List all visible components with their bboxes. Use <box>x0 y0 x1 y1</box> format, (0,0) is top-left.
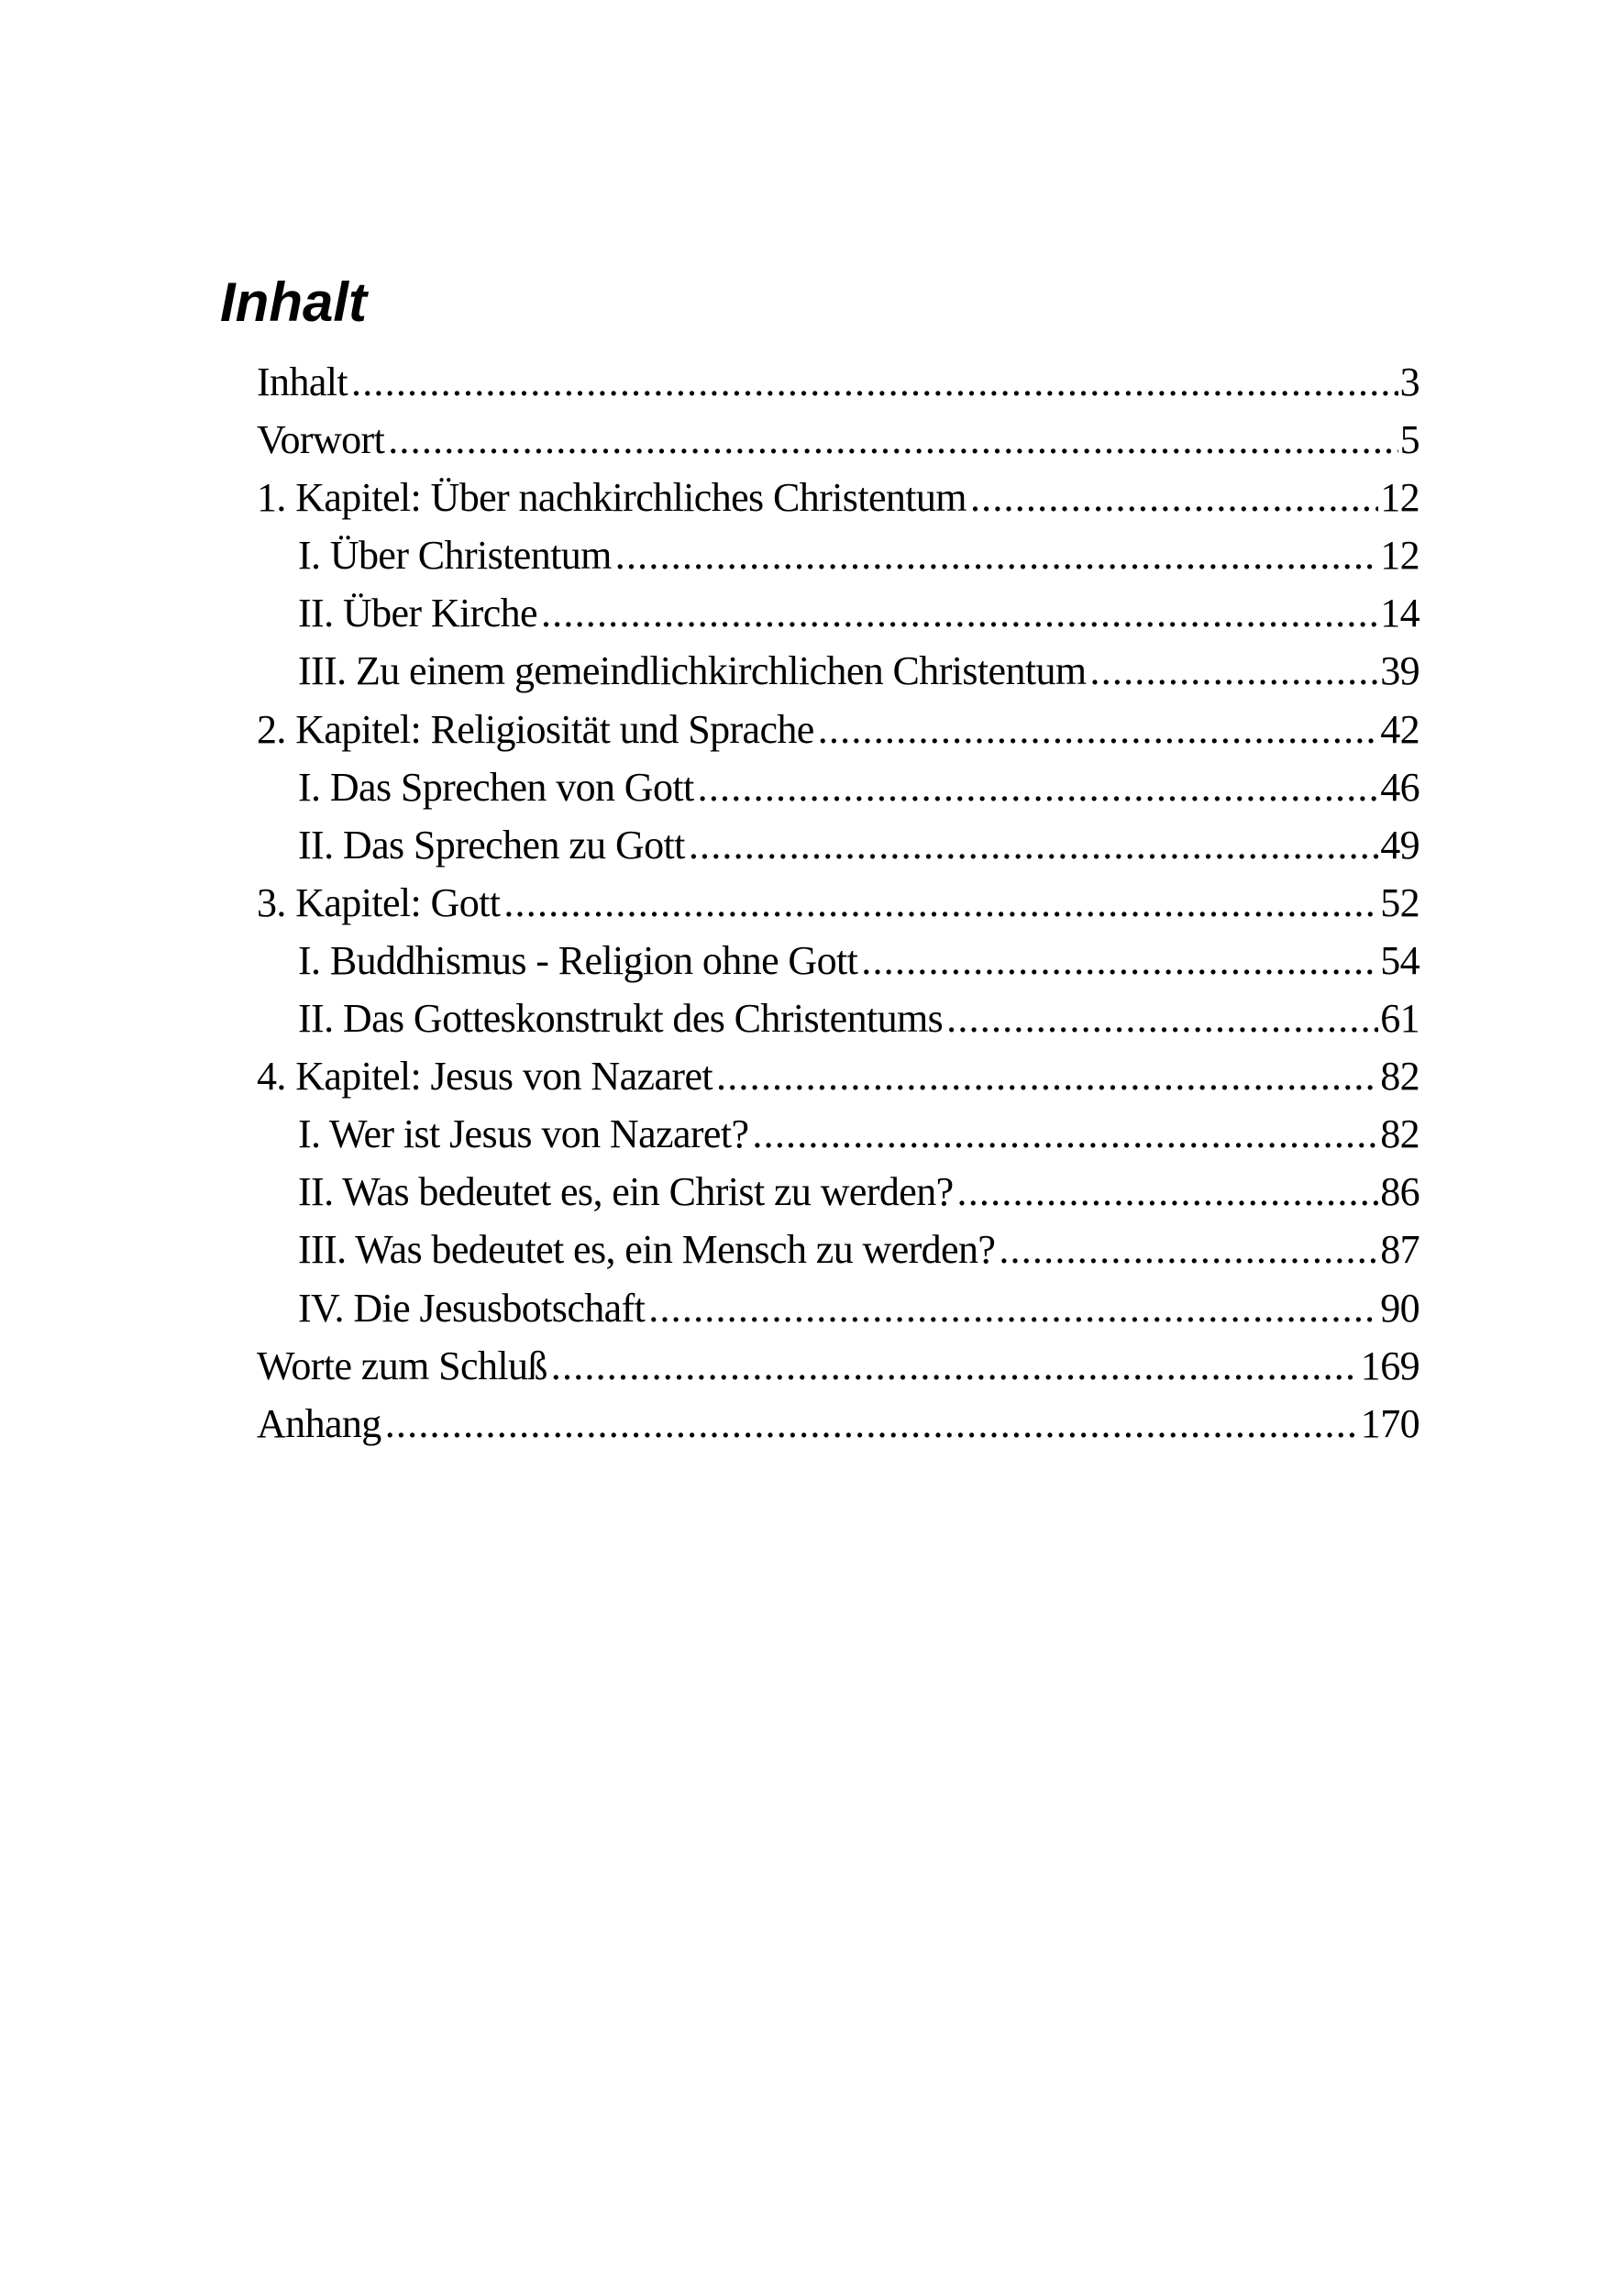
toc-entry[interactable] <box>257 1395 1420 1453</box>
dot-leader <box>946 989 1378 1047</box>
toc-entry[interactable] <box>257 816 1420 874</box>
toc-entry-title: I. Buddhismus - Religion ohne Gott <box>298 937 858 983</box>
toc-entry[interactable] <box>257 469 1420 526</box>
dot-leader <box>999 1221 1378 1278</box>
dot-leader <box>351 353 1398 411</box>
dot-leader <box>861 932 1378 989</box>
toc-entry-title: II. Was bedeutet es, ein Christ zu werden? <box>298 1169 954 1215</box>
toc-entry[interactable] <box>257 1105 1420 1163</box>
toc-entry-title: 4. Kapitel: Jesus von Nazaret <box>257 1054 713 1100</box>
dot-leader <box>541 584 1378 642</box>
toc-entry-page: 61 <box>1380 996 1420 1042</box>
toc-entry-page: 54 <box>1380 937 1420 983</box>
toc-entry-title: III. Was bedeutet es, ein Mensch zu werden? <box>298 1227 996 1273</box>
toc-entry-page: 87 <box>1380 1227 1420 1273</box>
toc-entry-page: 3 <box>1399 359 1420 404</box>
toc-entry[interactable] <box>257 353 1420 411</box>
toc-entry[interactable] <box>257 701 1420 758</box>
dot-leader <box>689 816 1378 874</box>
dot-leader <box>957 1163 1379 1221</box>
toc-entry-title: II. Über Kirche <box>298 591 537 636</box>
toc-entry[interactable] <box>257 526 1420 584</box>
toc-entry-page: 42 <box>1380 706 1420 752</box>
toc-entry[interactable] <box>257 642 1420 700</box>
toc-entry-title: Inhalt <box>257 359 348 404</box>
dot-leader <box>615 526 1378 584</box>
toc-entry[interactable] <box>257 1221 1420 1278</box>
dot-leader <box>551 1337 1359 1395</box>
toc-entry-page: 49 <box>1380 822 1420 868</box>
dot-leader <box>716 1047 1378 1105</box>
toc-entry-title: Anhang <box>257 1400 381 1446</box>
toc-entry-page: 12 <box>1380 475 1420 521</box>
dot-leader <box>503 874 1378 932</box>
dot-leader <box>818 701 1378 758</box>
dot-leader <box>698 758 1379 816</box>
dot-leader <box>752 1105 1378 1163</box>
dot-leader <box>1090 642 1379 700</box>
toc-entry-title: IV. Die Jesusbotschaft <box>298 1285 646 1331</box>
toc-entry[interactable] <box>257 1337 1420 1395</box>
toc-entry-page: 82 <box>1380 1111 1420 1157</box>
toc-entry-title: 1. Kapitel: Über nachkirchliches Christentum <box>257 475 967 521</box>
toc-entry-page: 169 <box>1360 1343 1420 1388</box>
table-of-contents <box>257 353 1420 1453</box>
toc-entry-page: 12 <box>1380 533 1420 579</box>
toc-entry[interactable] <box>257 1047 1420 1105</box>
toc-entry-title: II. Das Sprechen zu Gott <box>298 822 685 868</box>
toc-entry-title: II. Das Gotteskonstrukt des Christentums <box>298 996 944 1042</box>
dot-leader <box>385 1395 1359 1453</box>
toc-entry[interactable] <box>257 758 1420 816</box>
toc-entry-page: 5 <box>1399 417 1420 463</box>
dot-leader <box>970 469 1378 526</box>
dot-leader <box>648 1279 1378 1337</box>
toc-entry[interactable] <box>257 874 1420 932</box>
toc-entry-page: 14 <box>1380 591 1420 636</box>
toc-entry-title: I. Wer ist Jesus von Nazaret? <box>298 1111 749 1157</box>
toc-entry[interactable] <box>257 932 1420 989</box>
toc-entry[interactable] <box>257 411 1420 469</box>
toc-entry-page: 46 <box>1380 764 1420 810</box>
toc-entry-title: III. Zu einem gemeindlichkirchlichen Christentum <box>298 648 1087 694</box>
toc-entry-title: 2. Kapitel: Religiosität und Sprache <box>257 706 814 752</box>
toc-entry[interactable] <box>257 584 1420 642</box>
toc-entry-page: 39 <box>1380 648 1420 694</box>
dot-leader <box>388 411 1398 469</box>
toc-entry-page: 82 <box>1380 1054 1420 1100</box>
toc-entry[interactable] <box>257 1163 1420 1221</box>
page-title: Inhalt <box>220 271 367 333</box>
toc-entry-title: Worte zum Schluß <box>257 1343 547 1388</box>
toc-entry-page: 170 <box>1360 1400 1420 1446</box>
toc-entry-title: I. Über Christentum <box>298 533 612 579</box>
toc-entry-title: I. Das Sprechen von Gott <box>298 764 694 810</box>
toc-entry-page: 86 <box>1380 1169 1420 1215</box>
toc-entry-title: Vorwort <box>257 417 385 463</box>
toc-entry[interactable] <box>257 989 1420 1047</box>
toc-entry[interactable] <box>257 1279 1420 1337</box>
toc-entry-page: 52 <box>1380 879 1420 925</box>
toc-entry-page: 90 <box>1380 1285 1420 1331</box>
toc-entry-title: 3. Kapitel: Gott <box>257 879 501 925</box>
